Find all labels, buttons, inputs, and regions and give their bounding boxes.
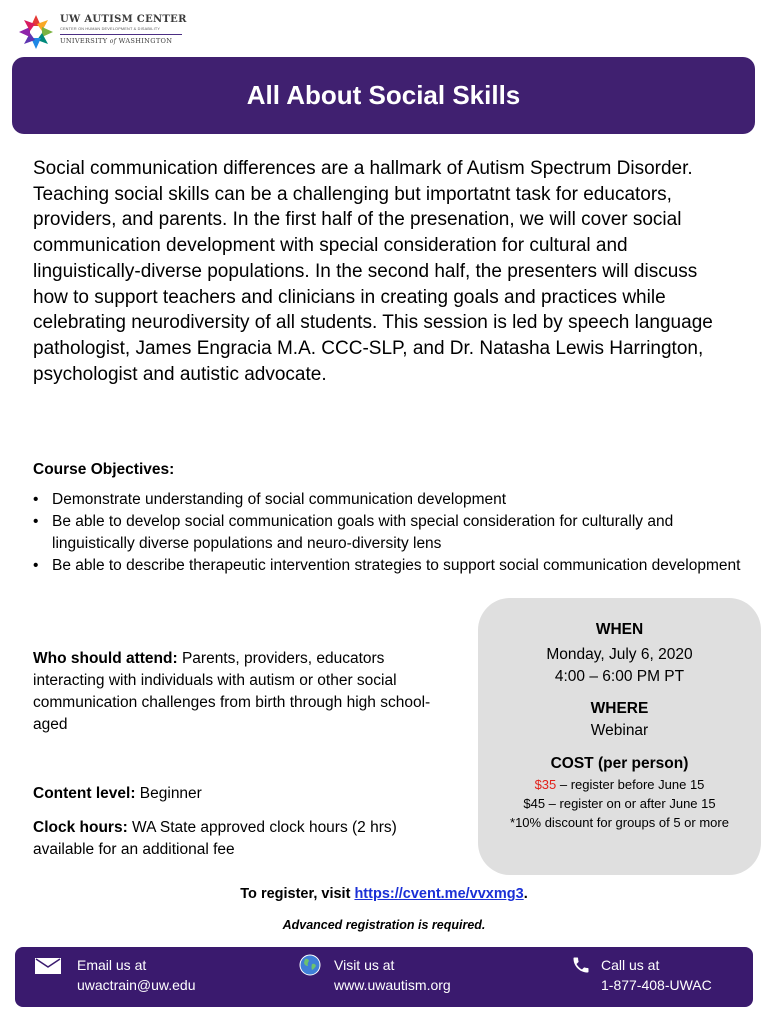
registration-note: Advanced registration is required. — [282, 918, 486, 932]
who-should-attend: Who should attend: Parents, providers, educators interacting with individuals with autism or other social communication challenges from birth through high school-aged — [33, 650, 431, 733]
website-contact — [334, 955, 451, 995]
phone-number[interactable]: 1-877-408-UWAC — [601, 977, 712, 993]
objectives-list — [33, 489, 743, 577]
when-label: WHEN — [595, 621, 644, 638]
objective-item: • Be able to describe therapeutic intervention strategies to support social communication development — [33, 555, 743, 577]
objective-item: • Demonstrate understanding of social communication development — [33, 489, 743, 511]
event-location: Webinar — [590, 722, 649, 739]
website-url[interactable]: www.uwautism.org — [334, 977, 451, 993]
email-label: Email us at — [77, 957, 147, 973]
logo-hands-icon — [16, 12, 56, 52]
logo-divider — [60, 34, 182, 35]
group-discount: *10% discount for groups of 5 or more — [510, 815, 729, 830]
email-contact — [77, 955, 196, 995]
phone-contact — [601, 955, 712, 995]
register-link[interactable]: https://cvent.me/vvxmg3 — [354, 886, 524, 902]
page-title: All About Social Skills — [246, 80, 521, 110]
objective-item: • Be able to develop social communication goals with special consideration for culturally and linguistically diverse populations and neuro-diversity lens — [33, 511, 743, 555]
price-early: $35 – register before June 15 — [534, 777, 705, 792]
envelope-icon — [35, 958, 61, 974]
website-label: Visit us at — [334, 957, 395, 973]
price-late: $45 – register on or after June 15 — [523, 796, 716, 811]
phone-label: Call us at — [601, 957, 660, 973]
where-label: WHERE — [590, 700, 649, 717]
contact-footer — [15, 947, 753, 1007]
logo-university: UNIVERSITY of WASHINGTON — [60, 37, 173, 45]
clock-hours: Clock hours: WA State approved clock hours (2 hrs) available for an additional fee — [33, 819, 397, 858]
phone-icon — [571, 955, 591, 975]
intro-paragraph: Social communication differences are a hallmark of Autism Spectrum Disorder. Teaching social skills can be a challenging but importatnt task for educators, providers, and parents. In the first half of the presenation, we will cover social communication development with special consideration for cultural and linguistically-diverse populations. In the second half, the presenters will discuss how to support teachers and clinicians in creating goals and practices while celebrating neurodiversity of all students. This session is led by speech language pathologist, James Engracia M.A. CCC-SLP, and Dr. Natasha Lewis Harrington, psychologist and autistic advocate. — [33, 158, 713, 385]
email-address[interactable]: uwactrain@uw.edu — [77, 977, 196, 993]
globe-icon — [299, 954, 321, 976]
logo-title: UW AUTISM CENTER — [60, 14, 187, 25]
objectives-heading: Course Objectives: — [33, 461, 175, 478]
event-date: Monday, July 6, 2020 — [546, 646, 693, 663]
cost-label: COST (per person) — [550, 755, 689, 772]
logo-subtitle: CENTER ON HUMAN DEVELOPMENT & DISABILITY — [60, 27, 161, 31]
event-details-card — [478, 598, 761, 875]
register-line: To register, visit https://cvent.me/vvxmg3. — [240, 886, 528, 902]
content-level: Content level: Beginner — [33, 785, 202, 802]
event-time: 4:00 – 6:00 PM PT — [554, 668, 685, 685]
uw-autism-center-logo — [16, 12, 216, 52]
title-banner — [12, 57, 755, 134]
